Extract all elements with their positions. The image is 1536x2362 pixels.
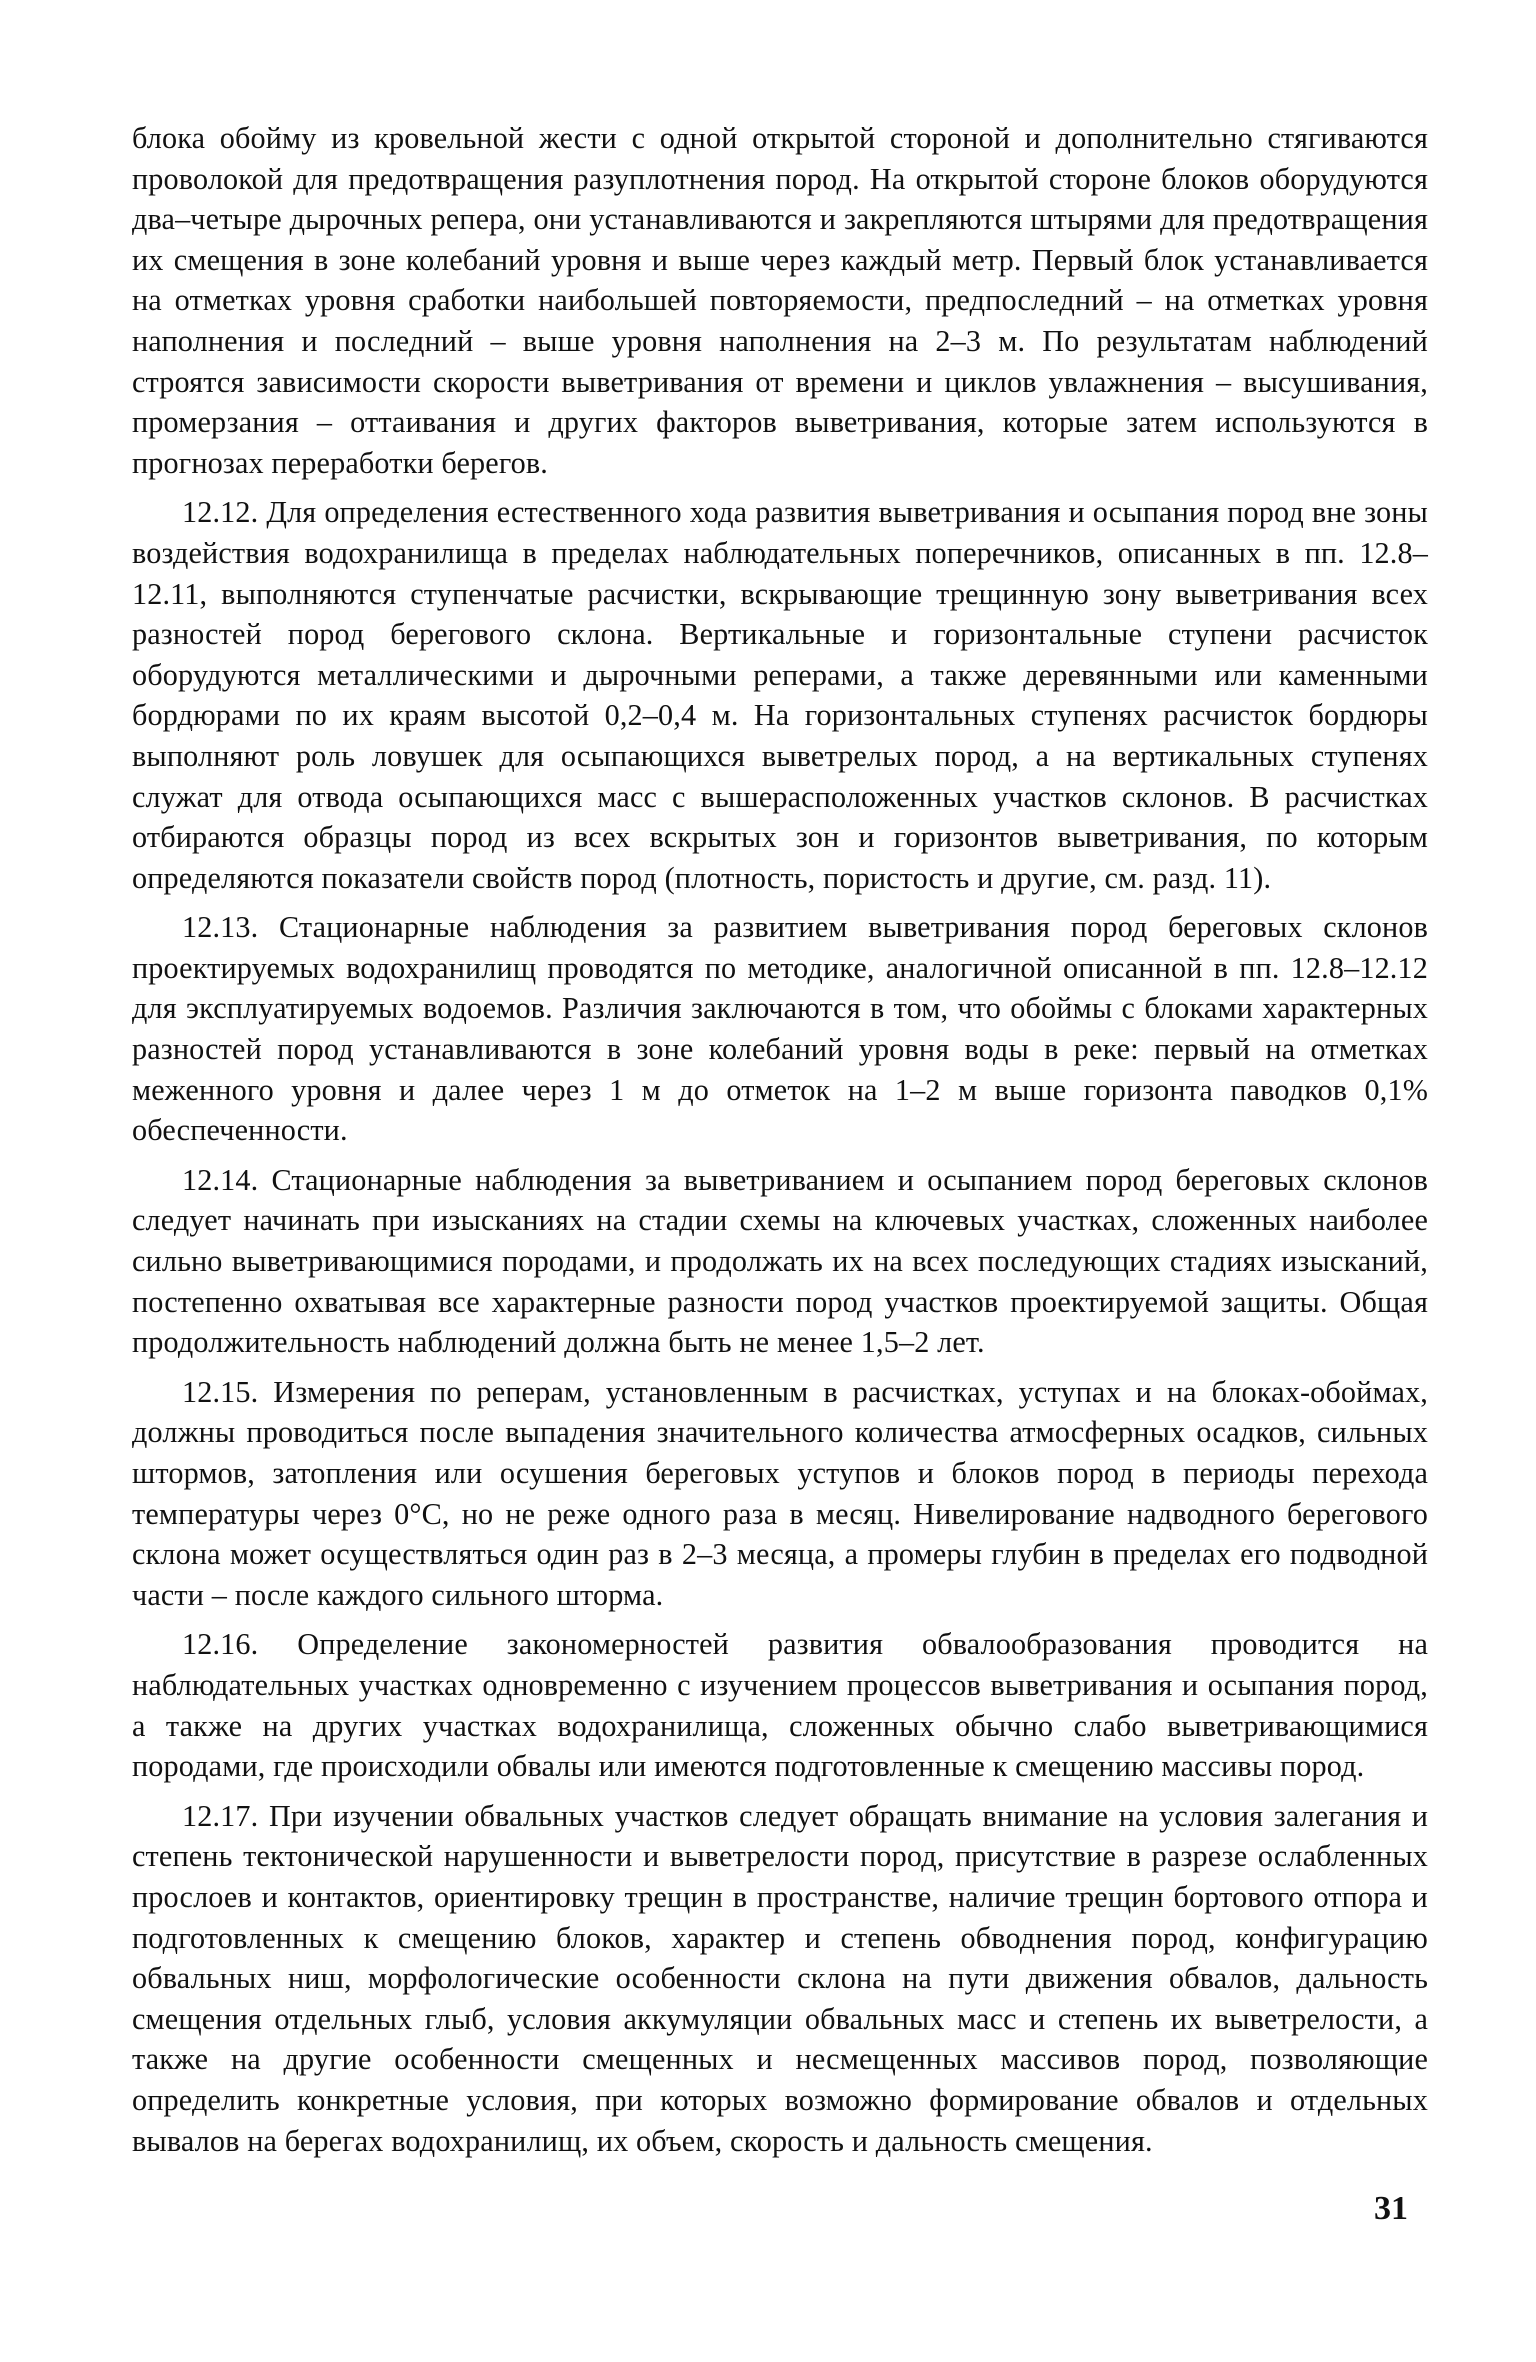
paragraph-12-12: 12.12. Для определения естественного хода развития выветривания и осыпания пород вне зоны воздействия водохранилища в пределах наблюдательных поперечников, описанных в пп. 12.8–12.11, выполняются ступенчатые расчистки, вскрывающие трещинную зону выветривания всех разностей пород берегового склона. Вертикальные и горизонтальные ступени расчисток оборудуются металлическими и дырочными реперами, а также деревянными или каменными бордюрами по их краям высотой 0,2–0,4 м. На горизонтальных ступенях расчисток бордюры выполняют роль ловушек для осыпающихся выветрелых пород, а на вертикальных ступенях служат для отвода осыпающихся масс с вышерасположенных участков склонов. В расчистках отбираются образцы пород из всех вскрытых зон и горизонтов выветривания, по которым определяются показатели свойств пород (плотность, пористость и другие, см. разд. 11). [132,495,1428,895]
paragraph-12-13: 12.13. Стационарные наблюдения за развитием выветривания пород береговых склонов проектируемых водохранилищ проводятся по методике, аналогичной описанной в пп. 12.8–12.12 для эксплуатируемых водоемов. Различия заключаются в том, что обоймы с блоками характерных разностей пород устанавливаются в зоне колебаний уровня воды в реке: первый на отметках меженного уровня и далее через 1 м до отметок на 1–2 м выше горизонта паводков 0,1% обеспеченности. [132,910,1428,1148]
page-number: 31 [1374,2190,1408,2227]
paragraph-continuation: блока обойму из кровельной жести с одной открытой стороной и дополнительно стягиваются проволокой для предотвращения разуплотнения пород. На открытой стороне блоков оборудуются два–четыре дырочных репера, они устанавливаются и закрепляются штырями для предотвращения их смещения в зоне колебаний уровня и выше через каждый метр. Первый блок устанавливается на отметках уровня сработки наибольшей повторяемости, предпоследний – на отметках уровня наполнения и последний – выше уровня наполнения на 2–3 м. По результатам наблюдений строятся зависимости скорости выветривания от времени и циклов увлажнения – высушивания, промерзания – оттаивания и других факторов выветривания, которые затем используются в прогнозах переработки берегов. [132,121,1428,480]
paragraph-12-17: 12.17. При изучении обвальных участков следует обращать внимание на условия залегания и степень тектонической нарушенности и выветрелости пород, присутствие в разрезе ослабленных прослоев и контактов, ориентировку трещин в пространстве, наличие трещин бортового отпора и подготовленных к смещению блоков, характер и степень обводнения пород, конфигурацию обвальных ниш, морфологические особенности склона на пути движения обвалов, дальность смещения отдельных глыб, условия аккумуляции обвальных масс и степень их выветрелости, а также на другие особенности смещенных и несмещенных массивов пород, позволяющие определить конкретные условия, при которых возможно формирование обвалов и отдельных вывалов на берегах водохранилищ, их объем, скорость и дальность смещения. [132,1798,1428,2158]
paragraph-12-15: 12.15. Измерения по реперам, установленным в расчистках, уступах и на блоках-обоймах, должны проводиться после выпадения значительного количества атмосферных осадков, сильных штормов, затопления или осушения береговых уступов и блоков пород в периоды перехода температуры через 0°С, но не реже одного раза в месяц. Нивелирование надводного берегового склона может осуществляться один раз в 2–3 месяца, а промеры глубин в пределах его подводной части – после каждого сильного шторма. [132,1374,1428,1612]
paragraph-12-14: 12.14. Стационарные наблюдения за выветриванием и осыпанием пород береговых склонов следует начинать при изысканиях на стадии схемы на ключевых участках, сложенных наиболее сильно выветривающимися породами, и продолжать их на всех последующих стадиях изысканий, постепенно охватывая все характерные разности пород участков проектируемой защиты. Общая продолжительность наблюдений должна быть не менее 1,5–2 лет. [132,1162,1428,1360]
paragraph-12-16: 12.16. Определение закономерностей развития обвалообразования проводится на наблюдательных участках одновременно с изучением процессов выветривания и осыпания пород, а также на других участках водохранилища, сложенных обычно слабо выветривающимися породами, где происходили обвалы или имеются подготовленные к смещению массивы пород. [132,1627,1428,1784]
page-body [132,118,1428,2161]
